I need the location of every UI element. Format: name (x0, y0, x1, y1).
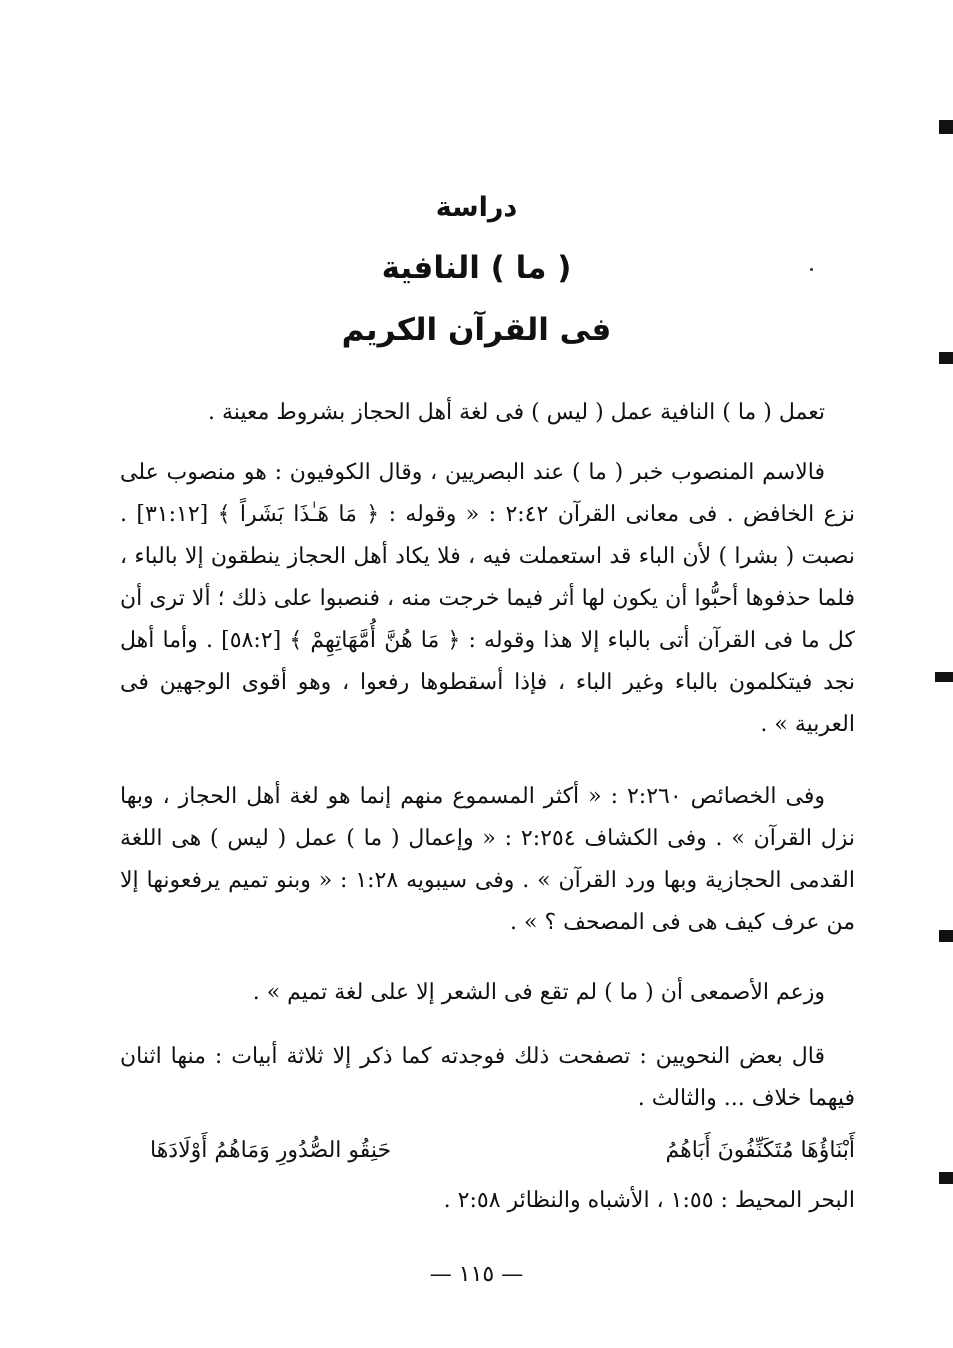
scan-edge-mark (935, 672, 953, 682)
title-line-2: ( ما ) النافية (381, 250, 572, 286)
page-number: — ١١٥ — (429, 1262, 524, 1287)
poetry-verse (150, 1138, 855, 1178)
scan-edge-mark (939, 120, 953, 134)
verse-hemistich-2: حَنِقُو الصُّدُورِ وَمَاهُمُ أَوْلَادَهَا (150, 1138, 392, 1163)
paragraph-5: قال بعض النحويين : تصفحت ذلك فوجدته كما ذكر إلا ثلاثة أبيات : منها اثنان فيهما خلاف ... والثالث . (120, 1044, 855, 1111)
scan-edge-mark (939, 930, 953, 942)
paragraph-4: وزعم الأصمعى أن ( ما ) لم تقع فى الشعر إلا على لغة تميم » . (252, 980, 825, 1005)
title-line-1: دراسة (435, 192, 518, 223)
verse-hemistich-1: أَبْنَاؤُهَا مُتَكَنِّفُونَ أَبَاهُمُ (665, 1138, 855, 1163)
paragraph-1: تعمل ( ما ) النافية عمل ( ليس ) فى لغة أهل الحجاز بشروط معينة . (207, 400, 825, 425)
paragraph-3: وفى الخصائص ٢:٢٦٠ : « أكثر المسموع منهم إنما هو لغة أهل الحجاز ، وبها نزل القرآن » . وفى الكشاف ٢:٢٥٤ : « وإعمال ( ما ) عمل ( ليس ) هى اللغة القدمى الحجازية وبها ورد القرآن » . وفى سيبويه ١:٢٨ : « وبنو تميم يرفعونها إلا من عرف كيف هى فى المصحف ؟ » . (120, 784, 855, 935)
source-note: البحر المحيط : ١:٥٥ ، الأشباه والنظائر ٢:٥٨ . (443, 1188, 855, 1213)
paragraph-2: فالاسم المنصوب خبر ( ما ) عند البصريين ، وقال الكوفيون : هو منصوب على نزع الخافض . فى معانى القرآن ٢:٤٢ : « وقوله : ﴿ مَا هَـٰذَا بَشَراً ﴾ [٣١:١٢] . نصبت ( بشرا ) لأن الباء قد استعملت فيه ، فلا يكاد أهل الحجاز ينطقون إلا بالباء ، فلما حذفوها أحبُّوا أن يكون لها أثر فيما خرجت منه ، فنصبوا على ذلك ؛ ألا ترى أن كل ما فى القرآن أتى بالباء إلا هذا وقوله : ﴿ مَا هُنَّ أُمَّهَاتِهِمْ ﴾ [٥٨:٢] . وأما أهل نجد فيتكلمون بالباء وغير الباء ، فإذا أسقطوها رفعوا ، وهو أقوى الوجهين فى العربية » . (120, 460, 856, 737)
title-line-3: فى القرآن الكريم (341, 312, 612, 348)
scan-edge-mark (939, 352, 953, 364)
scan-edge-mark (939, 1172, 953, 1184)
scan-speck (810, 268, 813, 271)
